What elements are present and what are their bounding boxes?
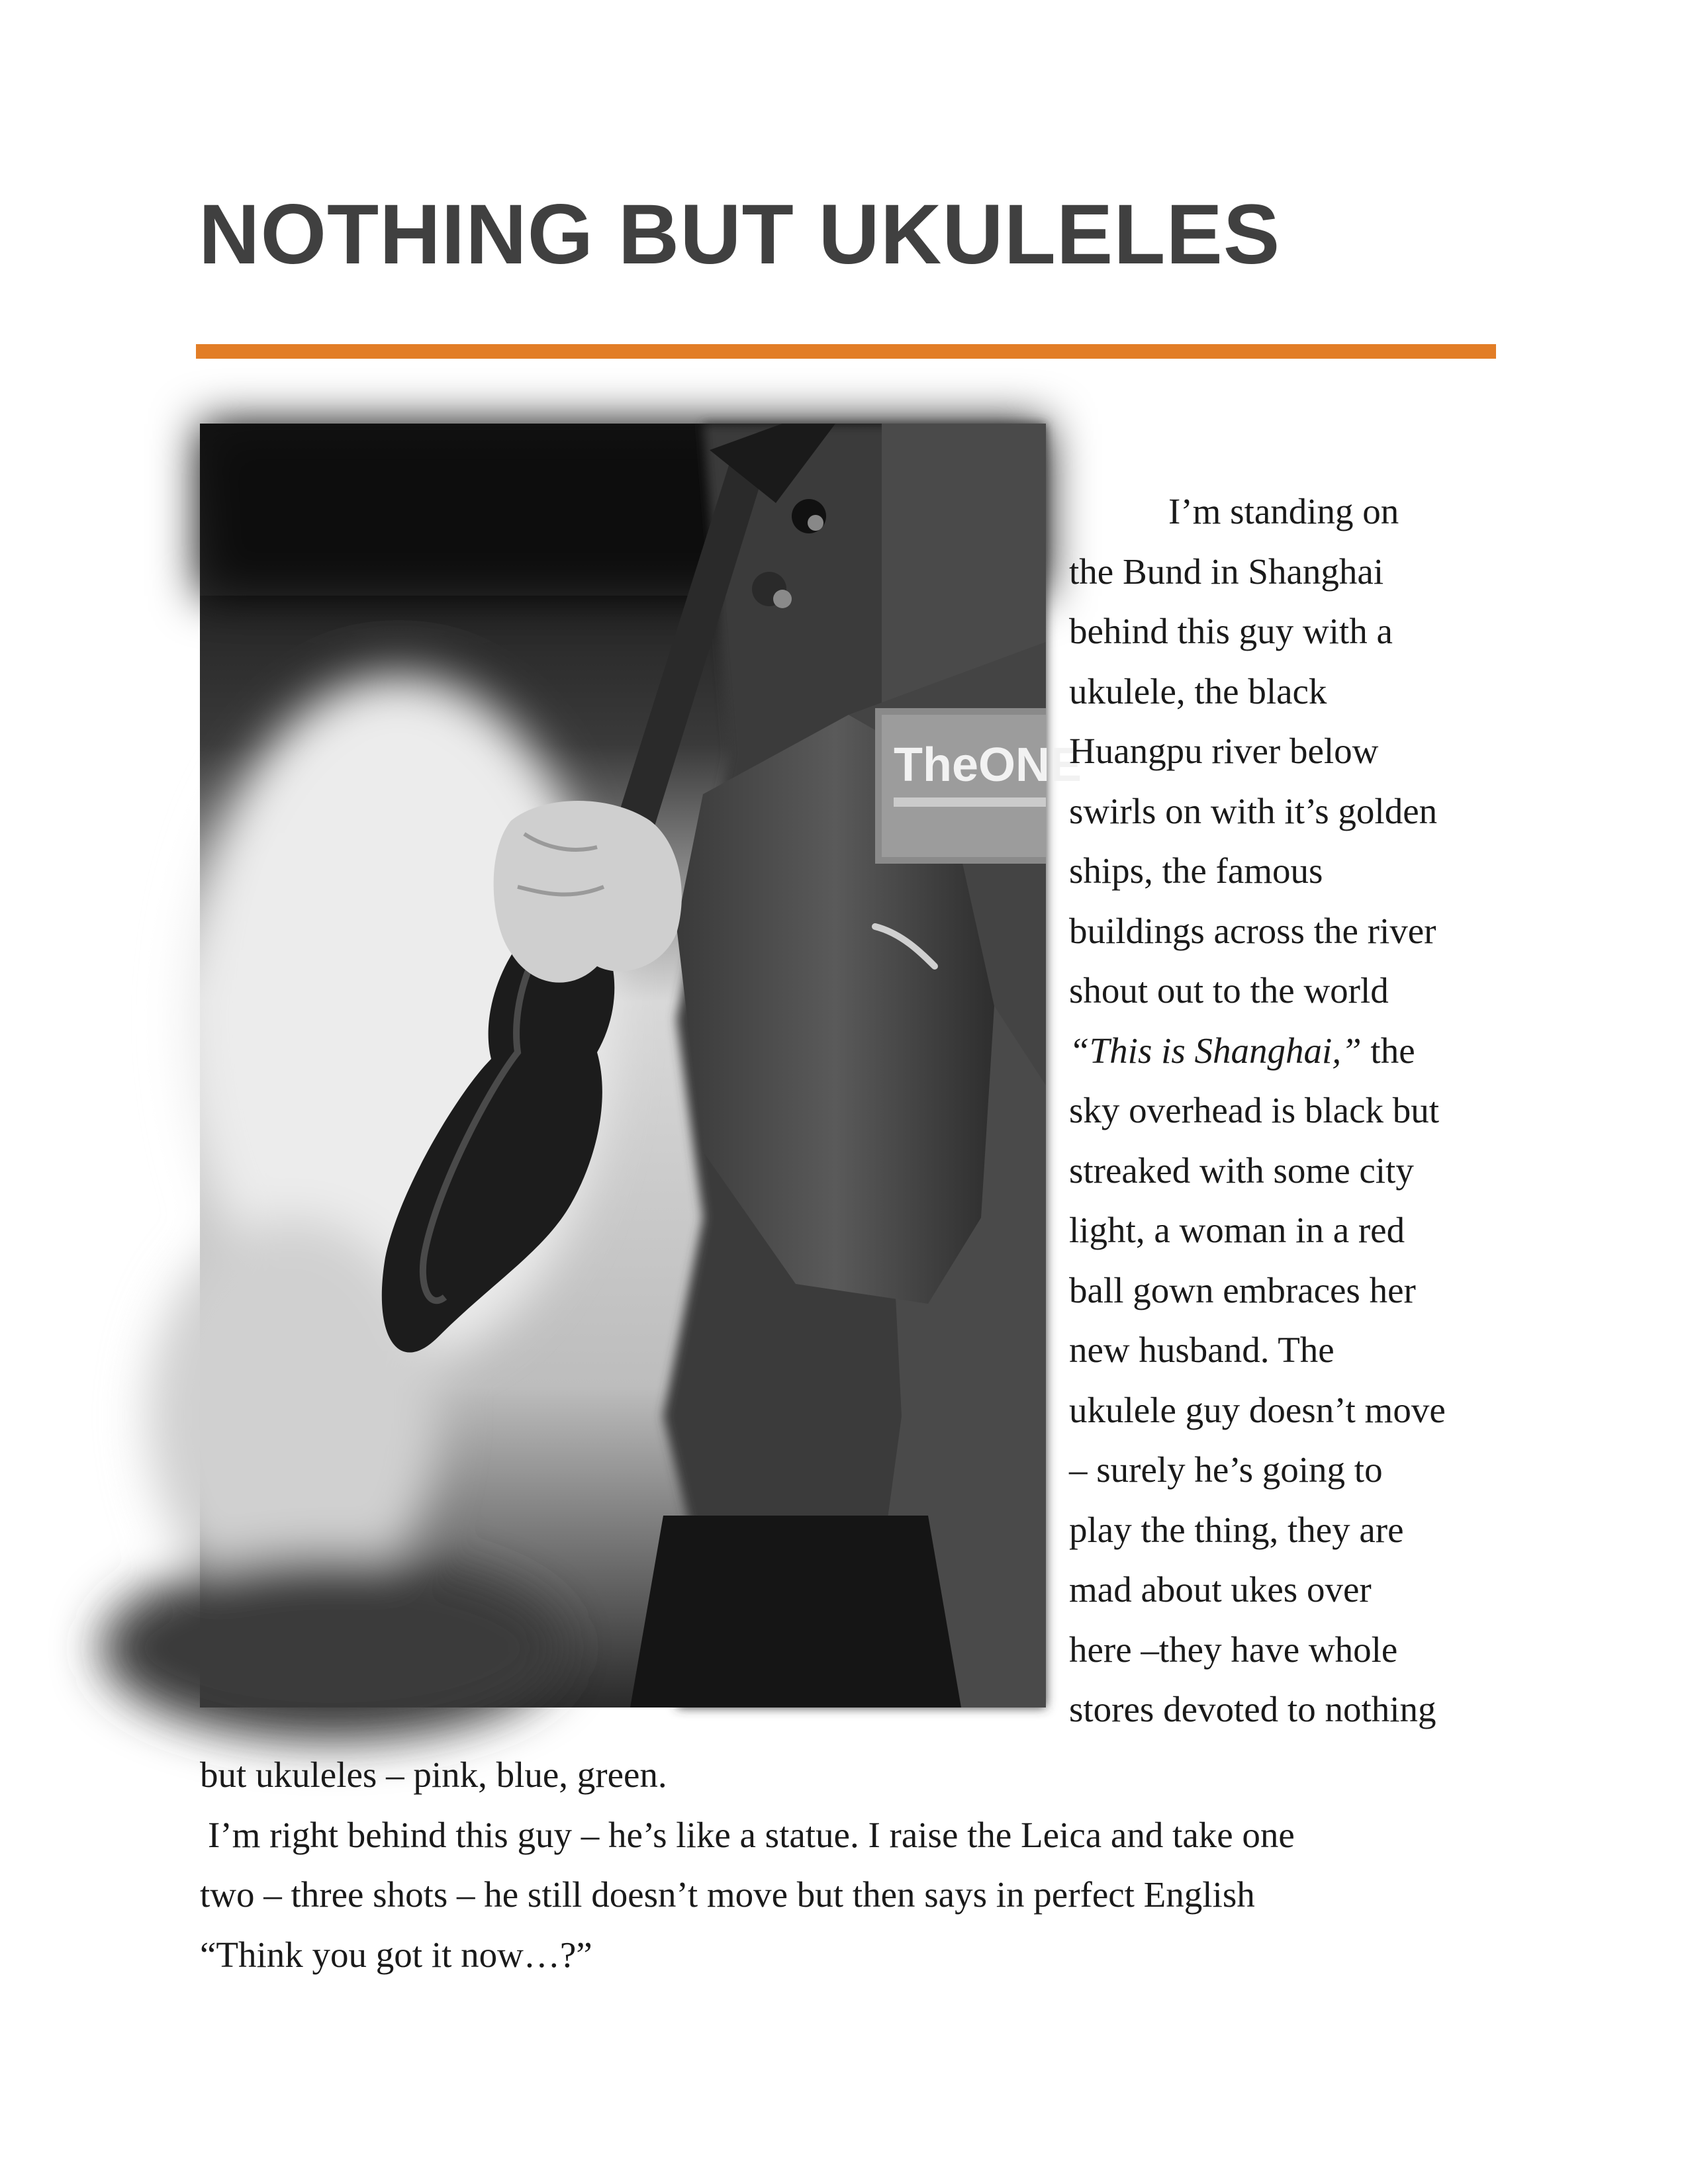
full-width-text xyxy=(200,1745,1295,1985)
column-line: sky overhead is black but xyxy=(1069,1090,1440,1130)
column-line: ukulele, the black xyxy=(1069,670,1327,711)
body-line: “Think you got it now…?” xyxy=(200,1934,592,1975)
column-line: ships, the famous xyxy=(1069,850,1323,891)
body-line: I’m right behind this guy – he’s like a statue. I raise the Leica and take one xyxy=(208,1814,1295,1855)
body-line: but ukuleles – pink, blue, green. xyxy=(200,1754,667,1795)
patch-text: TheONE xyxy=(894,739,1082,792)
page-title: NOTHING BUT UKULELES xyxy=(199,187,1281,282)
column-line: – surely he’s going to xyxy=(1069,1449,1383,1490)
title-divider xyxy=(196,344,1496,359)
column-line: play the thing, they are xyxy=(1069,1509,1404,1550)
quote-line xyxy=(1069,1021,1446,1081)
quote-italic: “This is Shanghai,” xyxy=(1069,1030,1362,1071)
column-line: I’m standing on xyxy=(1168,491,1399,531)
column-line: ukulele guy doesn’t move xyxy=(1069,1389,1446,1430)
column-line: ball gown embraces her xyxy=(1069,1269,1416,1310)
column-line: swirls on with it’s golden xyxy=(1069,790,1438,831)
column-line: the Bund in Shanghai xyxy=(1069,551,1384,592)
column-line: mad about ukes over xyxy=(1069,1569,1372,1610)
wrapped-column-text xyxy=(1069,482,1446,1740)
column-line: light, a woman in a red xyxy=(1069,1210,1405,1250)
column-line: behind this guy with a xyxy=(1069,611,1393,651)
quote-rest: the xyxy=(1361,1030,1415,1071)
body-line: two – three shots – he still doesn’t move but then says in perfect English xyxy=(200,1874,1255,1915)
column-line: here –they have whole xyxy=(1069,1629,1398,1670)
column-line: streaked with some city xyxy=(1069,1150,1414,1191)
column-line: new husband. The xyxy=(1069,1330,1335,1370)
column-line: stores devoted to nothing xyxy=(1069,1689,1436,1729)
column-line: buildings across the river xyxy=(1069,910,1436,951)
column-line: shout out to the world xyxy=(1069,970,1389,1011)
ukulele-photo xyxy=(200,424,1082,1707)
column-line: Huangpu river below xyxy=(1069,731,1379,771)
